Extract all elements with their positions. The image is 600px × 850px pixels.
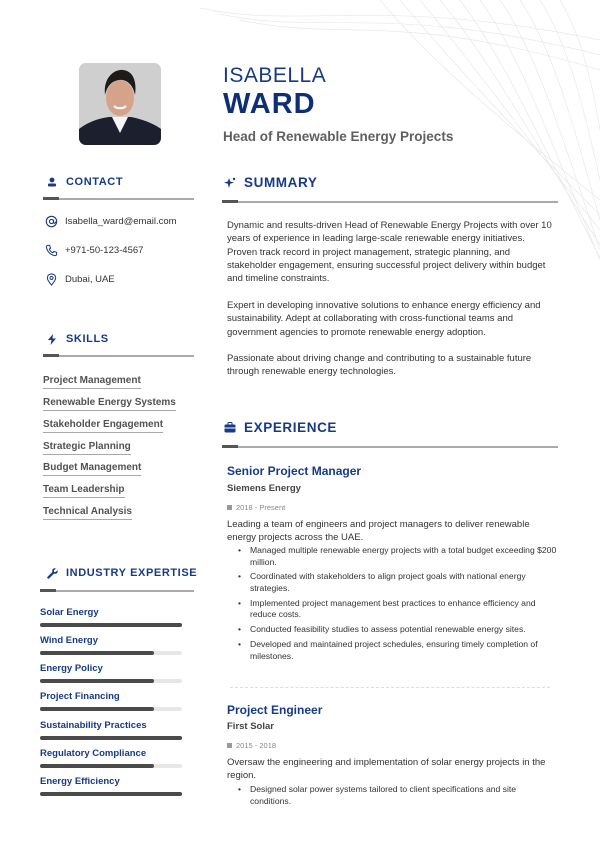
expertise-bar-track [40,623,182,627]
summary-paragraph: Passionate about driving change and contributing to a sustainable future through renewable energy technologies. [227,353,532,378]
expertise-item [40,776,182,796]
briefcase-icon [224,422,236,434]
skill-item: Strategic Planning [43,441,131,455]
last-name: WARD [223,88,316,120]
sparkle-icon [224,177,236,189]
job-description: Leading a team of engineers and project managers to deliver renewable energy projects across the UAE. [227,519,530,543]
job-bullet: • Implemented project management best practices to enhance efficiency and reduce costs. [250,598,558,621]
user-icon [46,176,58,188]
skill-item: Renewable Energy Systems [43,397,176,411]
expertise-bar-track [40,651,182,655]
industry-expertise-heading [46,567,197,579]
summary-paragraph: Dynamic and results-driven Head of Renewable Energy Projects with over 10 years of experience in leading large-scale renewable energy initiatives. Proven track record in project management, strategic planning, and stakeholder engagement, ensuring successful project delivery within budget and timeline constraints. [227,220,552,285]
industry-expertise-heading-text: INDUSTRY EXPERTISE [66,567,198,579]
job-dates [227,503,285,512]
person-portrait-icon [79,63,161,145]
expertise-bar-fill [40,623,182,627]
job-title: Senior Project Manager [227,464,362,478]
first-name: ISABELLA [223,64,327,87]
phone-icon [45,244,58,257]
contact-divider [43,198,194,200]
expertise-bar-track [40,736,182,740]
expertise-item [40,607,182,627]
expertise-item [40,748,182,768]
expertise-bar-track [40,764,182,768]
job-dates-text: 2018 - Present [236,503,286,512]
expertise-label: Solar Energy [40,607,99,618]
job-separator [230,687,550,688]
expertise-item [40,720,182,740]
job-bullet: • Developed and maintained project schedules, ensuring timely completion of milestones. [250,639,558,662]
skills-heading-text: SKILLS [66,333,109,345]
expertise-label: Wind Energy [40,635,98,646]
job-dates-text: 2015 - 2018 [236,741,277,750]
expertise-item [40,635,182,655]
skills-heading [46,333,109,345]
summary-heading-text: SUMMARY [244,175,318,190]
expertise-bar-fill [40,651,154,655]
job-bullets [250,545,558,665]
experience-divider [222,446,558,448]
experience-heading [224,420,337,435]
expertise-label: Energy Policy [40,663,103,674]
contact-email[interactable] [45,215,177,228]
contact-heading [46,176,123,188]
expertise-bar-fill [40,679,154,683]
job-dates [227,741,276,750]
skill-item: Technical Analysis [43,506,132,520]
calendar-icon [227,743,232,748]
expertise-label: Sustainability Practices [40,720,147,731]
skill-item: Project Management [43,375,141,389]
job-description: Oversaw the engineering and implementation of solar energy projects in the region. [227,757,546,781]
company-name: Siemens Energy [227,483,301,494]
job-bullet: • Coordinated with stakeholders to align project goals with national energy strategies. [250,571,558,594]
summary-heading [224,175,317,190]
profile-photo [79,63,161,145]
job-bullet: • Designed solar power systems tailored to client specifications and site conditions. [250,784,558,807]
skill-item: Budget Management [43,462,141,476]
at-sign-icon [45,215,58,228]
job-bullet: • Managed multiple renewable energy projects with a total budget exceeding $200 million. [250,545,558,568]
job-bullet: • Conducted feasibility studies to assess potential renewable energy sites. [250,624,558,636]
expertise-bar-fill [40,707,154,711]
contact-location [45,273,115,286]
calendar-icon [227,505,232,510]
expertise-item [40,691,182,711]
location-text: Dubai, UAE [65,274,115,285]
summary-divider [222,201,558,203]
experience-heading-text: EXPERIENCE [244,420,338,435]
phone-text: +971-50-123-4567 [65,245,144,256]
expertise-label: Regulatory Compliance [40,748,147,759]
summary-paragraph: Expert in developing innovative solutions to enhance energy efficiency and sustainability. Adept at collaborating with cross-functional teams and government agencies to promote renewable energy adoption. [227,300,541,338]
contact-phone[interactable] [45,244,143,257]
job-title: Project Engineer [227,703,323,717]
lightning-bolt-icon [46,333,58,345]
job-bullets [250,784,558,810]
expertise-bar-track [40,707,182,711]
company-name: First Solar [227,721,274,732]
contact-heading-text: CONTACT [66,176,124,188]
expertise-bar-fill [40,764,154,768]
expertise-bar-fill [40,736,182,740]
skills-divider [43,355,194,357]
expertise-bar-fill [40,792,182,796]
expertise-divider [40,590,194,592]
location-pin-icon [45,273,58,286]
expertise-label: Project Financing [40,691,120,702]
expertise-bar-track [40,679,182,683]
expertise-bar-track [40,792,182,796]
skill-item: Stakeholder Engagement [43,419,163,433]
expertise-item [40,663,182,683]
skill-item: Team Leadership [43,484,125,498]
expertise-label: Energy Efficiency [40,776,120,787]
email-text: Isabella_ward@email.com [65,216,177,227]
wrench-icon [46,567,58,579]
resume-header [223,64,453,144]
job-title-headline: Head of Renewable Energy Projects [223,129,454,144]
